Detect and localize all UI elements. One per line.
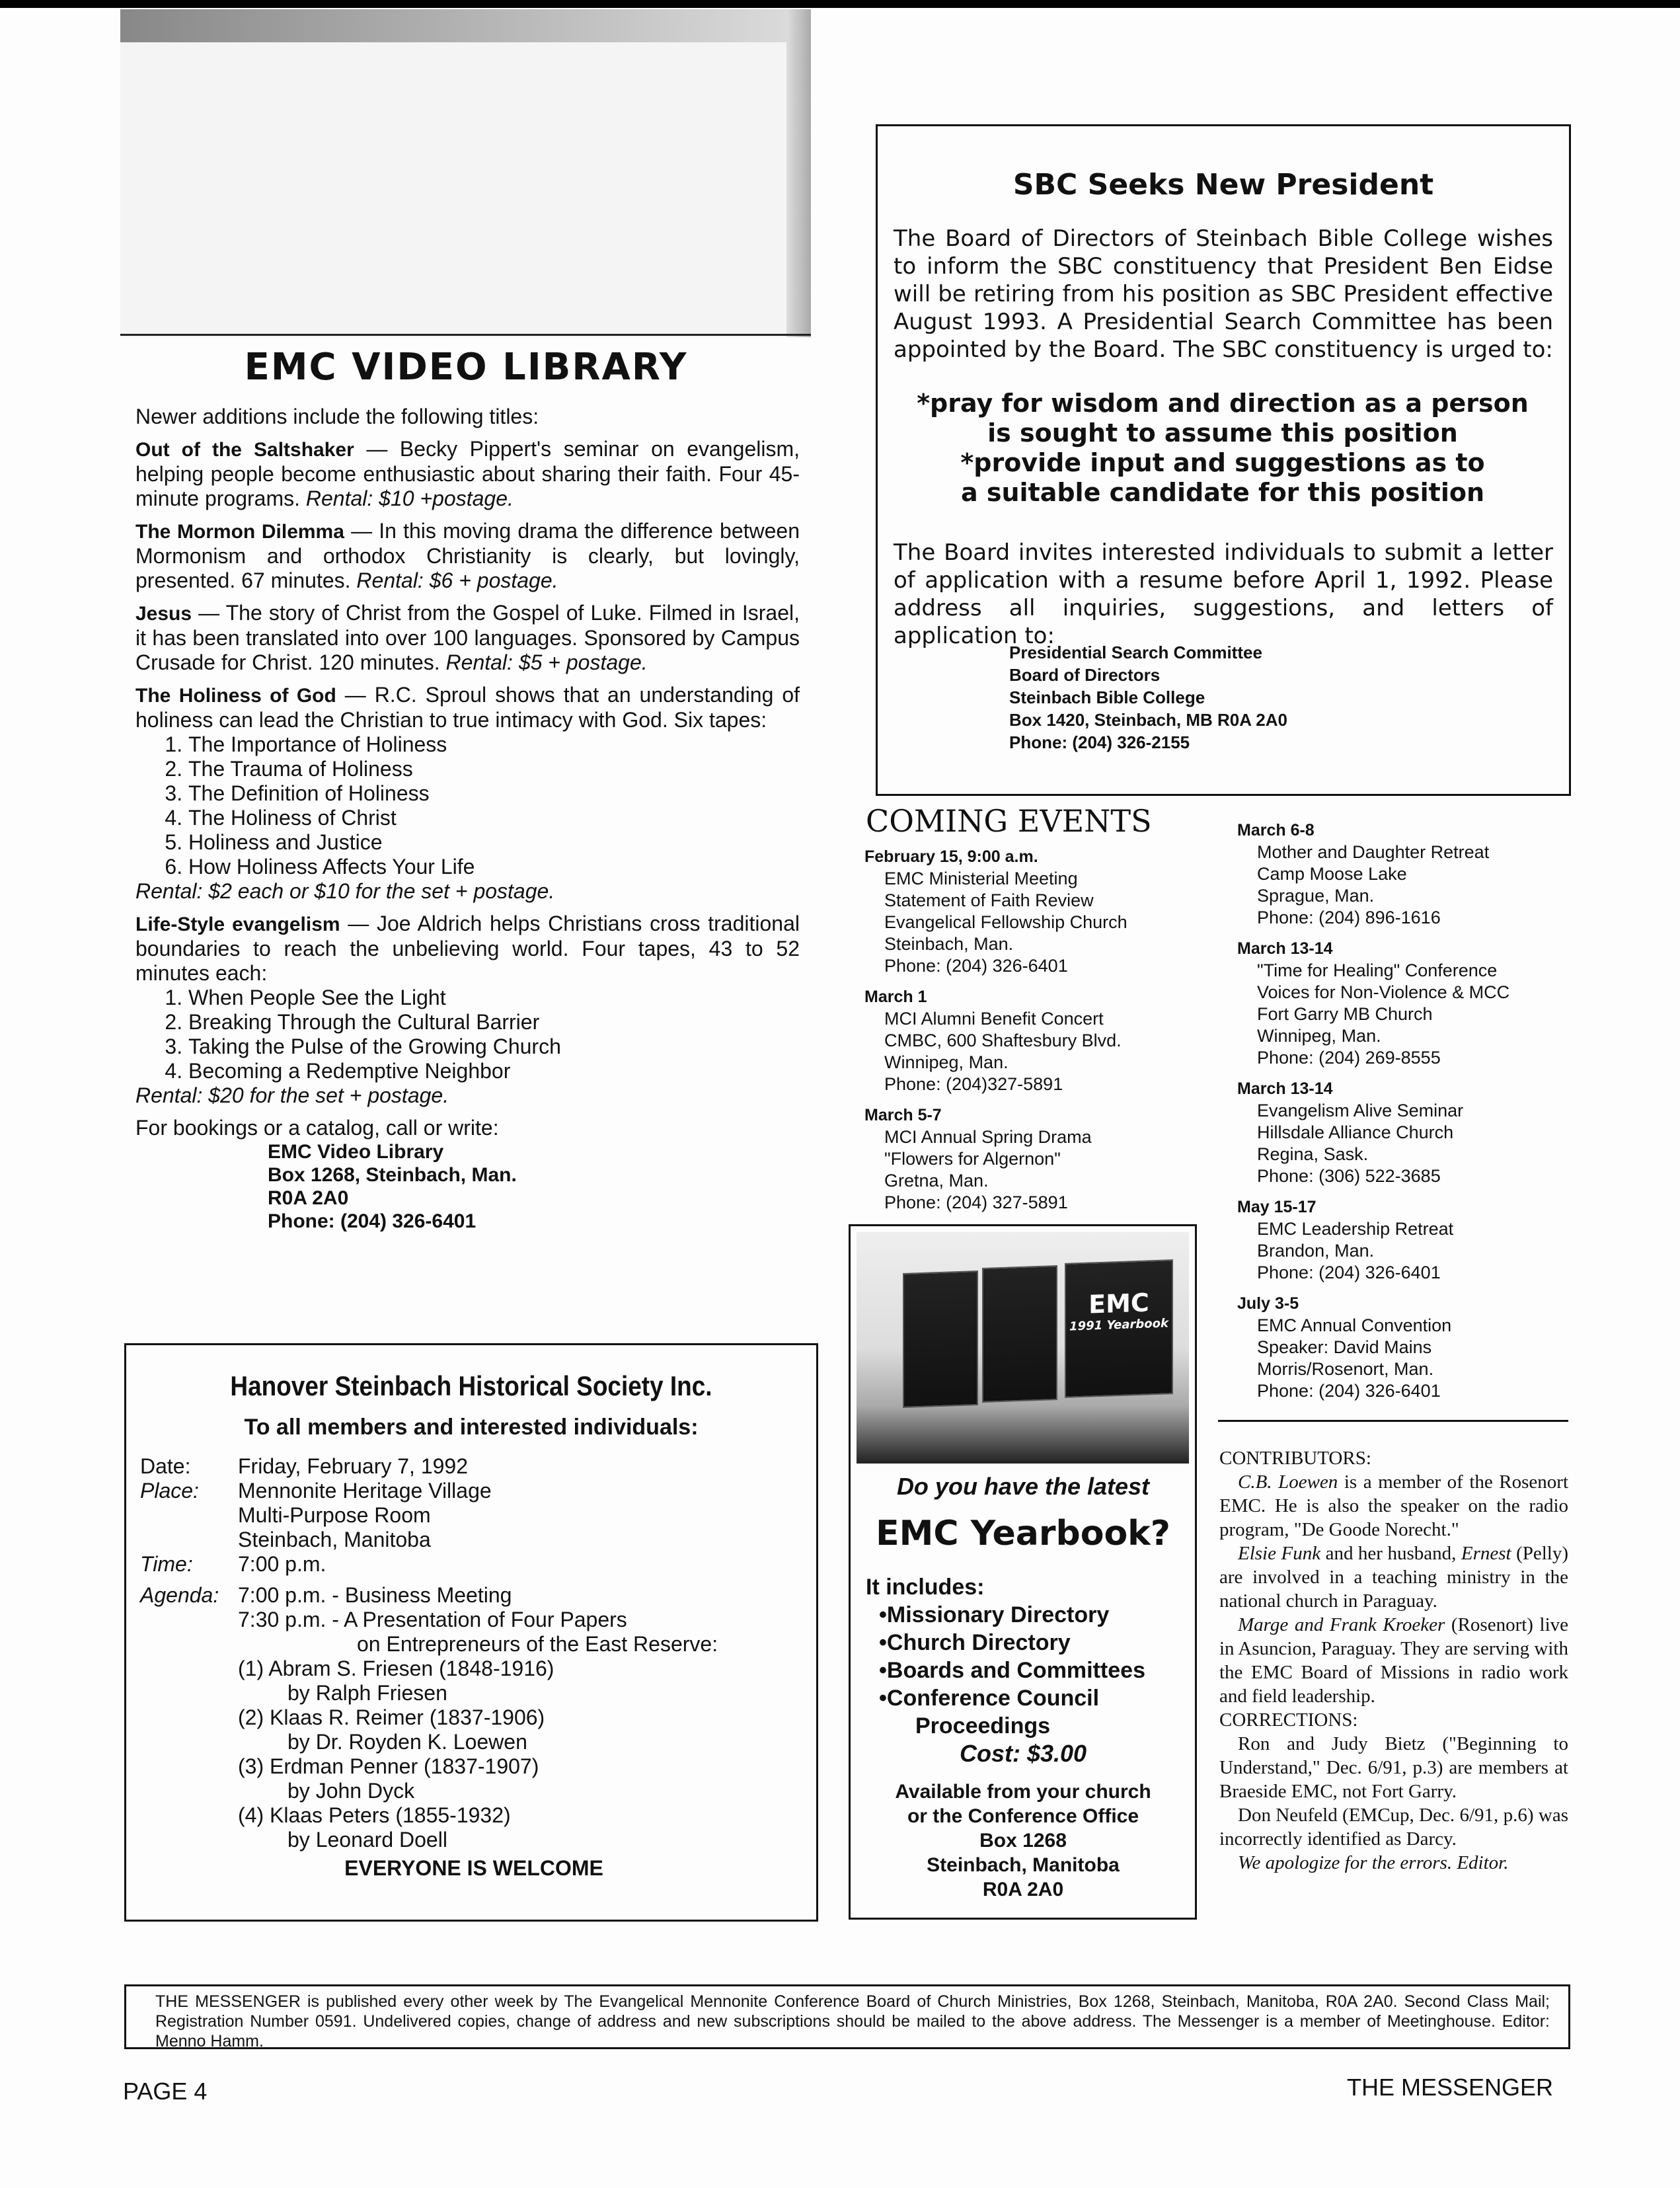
event-item: May 15-17 EMC Leadership Retreat Brandon, Man. Phone: (204) 326-6401	[1237, 1198, 1454, 1282]
sbc-paragraph-2: The Board invites interested individuals to submit a letter of application with a resume before April 1, 1992. Please address all inquiries, suggestions, and letters of application to:	[894, 539, 1553, 649]
video-library-body	[135, 405, 800, 1233]
tape-item: 6. How Holiness Affects Your Life	[188, 855, 800, 879]
video-intro: Newer additions include the following titles:	[135, 405, 539, 428]
lifestyle-tape-list	[135, 986, 800, 1083]
yearbook-book-image	[903, 1270, 978, 1408]
sbc-address: Presidential Search Committee Board of Directors Steinbach Bible College Box 1420, Steinbach, MB R0A 2A0 Phone: (204) 326-2155	[1009, 643, 1287, 752]
blank-photo-area	[120, 9, 811, 337]
event-item: February 15, 9:00 a.m. EMC Ministerial Meeting Statement of Faith Review Evangelical Fellowship Church Steinbach, Man. Phone: (204) 326-6401	[864, 847, 1127, 976]
tape-item: 5. Holiness and Justice	[188, 830, 800, 855]
yearbook-book-image: EMC 1991 Yearbook	[1065, 1259, 1173, 1398]
tape-item: 2. The Trauma of Holiness	[188, 757, 800, 781]
events-right-column	[1237, 820, 1568, 1411]
sbc-paragraph-1: The Board of Directors of Steinbach Bible College wishes to inform the SBC constituency that President Ben Eidse will be retiring from his position as SBC President effective August 1993. A Presidential Search Committee has been appointed by the Board. The SBC constituency is urged to:	[894, 225, 1553, 363]
video-library-address: EMC Video Library Box 1268, Steinbach, Man. R0A 2A0 Phone: (204) 326-6401	[268, 1141, 517, 1232]
tape-item: 2. Breaking Through the Cultural Barrier	[188, 1010, 800, 1035]
video-item-5: Life-Style evangelism — Joe Aldrich helps Christians cross traditional boundaries to reach the unbelieving world. Four tapes, 43 to 52 minutes each: 1. When People See the Light 2. Breaking Through the Cultural Barrier 3. Taking the Pulse of the Growing Church 4. Becoming a Redemptive Neighbor Rental: $20 for the set + postage.	[135, 912, 800, 1108]
hanover-title: Hanover Steinbach Historical Society Inc.	[230, 1370, 712, 1401]
corrections-heading: CORRECTIONS:	[1219, 1709, 1358, 1731]
holiness-tape-list	[135, 732, 800, 879]
event-item: March 13-14 Evangelism Alive Seminar Hillsdale Alliance Church Regina, Sask. Phone: (306) 522-3685	[1237, 1079, 1464, 1186]
contributor-paragraph: Marge and Frank Kroeker (Rosenort) live in Asuncion, Paraguay. They are serving with the EMC Board of Missions in radio work and field leadership.	[1219, 1614, 1569, 1707]
publication-info-text: THE MESSENGER is published every other week by The Evangelical Mennonite Conference Board of Church Ministries, Box 1268, Steinbach, Manitoba, R0A 2A0. Second Class Mail; Registration Number 0591. Undelivered copies, change of address and new subscriptions should be mailed to the above address. The Messenger is a member of Meetinghouse. Editor: Menno Hamm.	[155, 1992, 1550, 2051]
yearbook-book-image	[982, 1265, 1057, 1403]
photo-bottom-rule	[120, 334, 811, 336]
video-item-2: The Mormon Dilemma — In this moving drama the difference between Mormonism and orthodox Christianity is clearly, but lovingly, presented. 67 minutes. Rental: $6 + postage.	[135, 519, 800, 592]
photo-shading	[120, 9, 811, 42]
photo-edge	[786, 9, 811, 337]
event-item: July 3-5 EMC Annual Convention Speaker: David Mains Morris/Rosenort, Man. Phone: (204) 326-6401	[1237, 1294, 1452, 1401]
contributors-section	[1219, 1446, 1568, 1875]
yearbook-cost: Cost: $3.00	[959, 1740, 1087, 1767]
coming-events-title: COMING EVENTS	[866, 803, 1152, 839]
correction-paragraph: Ron and Judy Bietz ("Beginning to Understand," Dec. 6/91, p.3) are members at Braeside EMC, not Fort Garry.	[1219, 1733, 1568, 1802]
booking-text: For bookings or a catalog, call or write:	[135, 1116, 499, 1140]
tape-item: 1. When People See the Light	[188, 986, 800, 1010]
sbc-bullets: *pray for wisdom and direction as a person is sought to assume this position *provide input and suggestions as to a suitable candidate for this position	[917, 389, 1529, 507]
apology-text: We apologize for the errors. Editor.	[1238, 1852, 1509, 1873]
yearbook-availability: Available from your church or the Conference Office Box 1268 Steinbach, Manitoba R0A 2A0	[895, 1781, 1151, 1900]
video-item-1: Out of the Saltshaker — Becky Pippert's seminar on evangelism, helping people become enthusiastic about sharing their faith. Four 45-minute programs. Rental: $10 +postage.	[135, 437, 800, 510]
top-border	[0, 0, 1680, 8]
correction-paragraph: Don Neufeld (EMCup, Dec. 6/91, p.6) was incorrectly identified as Darcy.	[1219, 1805, 1568, 1850]
video-library-title: EMC VIDEO LIBRARY	[244, 346, 688, 389]
video-item-4: The Holiness of God — R.C. Sproul shows that an understanding of holiness can lead the Christian to true intimacy with God. Six tapes: 1. The Importance of Holiness 2. The Trauma of Holiness 3. The Definition of Holiness 4. The Holiness of Christ 5. Holiness and Justice 6. How Holiness Affects Your Life Rental: $2 each or $10 for the set + postage.	[135, 683, 800, 904]
tape-item: 3. Taking the Pulse of the Growing Church	[188, 1035, 800, 1059]
tape-item: 4. The Holiness of Christ	[188, 806, 800, 830]
events-left-column	[864, 846, 1208, 1223]
hanover-details: Date: Friday, February 7, 1992 Place: Mennonite Heritage Village Multi-Purpose Room Steinbach, Manitoba Time: 7:00 p.m. Agenda: 7:00 p.m. - Business Meeting 7:30 p.m. - A Presentation of Four Papers on Entrepreneurs of the East Reserve: (1) Abram S. Friesen (1848-1916) by Ralph Friesen (2) Klaas R. Reimer (1837-1906) by Dr. Royden K. Loewen (3) Erdman Penner (1837-1907) by John Dyck (4) Klaas Peters (1855-1932) by Leonard Doell EVERYONE IS WELCOME	[140, 1454, 808, 1881]
yearbook-question: Do you have the latest	[896, 1473, 1150, 1500]
magazine-name: THE MESSENGER	[1347, 2074, 1554, 2101]
yearbook-includes: It includes: •Missionary Directory •Church Directory •Boards and Committees •Conference Council Proceedings	[866, 1575, 1145, 1739]
yearbook-photo	[857, 1232, 1189, 1464]
contributor-paragraph: Elsie Funk and her husband, Ernest (Pelly) are involved in a teaching ministry in the national church in Paraguay.	[1219, 1543, 1568, 1612]
yearbook-heading: EMC Yearbook?	[876, 1514, 1170, 1553]
contributors-heading: CONTRIBUTORS:	[1219, 1448, 1371, 1469]
video-item-3: Jesus — The story of Christ from the Gospel of Luke. Filmed in Israel, it has been translated into over 100 languages. Sponsored by Campus Crusade for Christ. 120 minutes. Rental: $5 + postage.	[135, 601, 800, 674]
contributors-rule	[1218, 1420, 1568, 1422]
contributor-paragraph: C.B. Loewen is a member of the Rosenort EMC. He is also the speaker on the radio program, "De Goode Norecht."	[1219, 1471, 1569, 1540]
event-item: March 5-7 MCI Annual Spring Drama "Flowers for Algernon" Gretna, Man. Phone: (204) 327-5891	[864, 1106, 1092, 1212]
tape-item: 1. The Importance of Holiness	[188, 732, 800, 757]
sbc-title: SBC Seeks New President	[1012, 168, 1434, 202]
event-item: March 13-14 "Time for Healing" Conference Voices for Non-Violence & MCC Fort Garry MB Church Winnipeg, Man. Phone: (204) 269-8555	[1237, 939, 1510, 1068]
welcome-text: EVERYONE IS WELCOME	[344, 1856, 603, 1880]
event-item: March 1 MCI Alumni Benefit Concert CMBC, 600 Shaftesbury Blvd. Winnipeg, Man. Phone: (204)327-5891	[864, 988, 1122, 1094]
page-number: PAGE 4	[123, 2078, 208, 2105]
hanover-subtitle: To all members and interested individuals:	[244, 1415, 699, 1440]
event-item: March 6-8 Mother and Daughter Retreat Camp Moose Lake Sprague, Man. Phone: (204) 896-1616	[1237, 821, 1490, 927]
tape-item: 3. The Definition of Holiness	[188, 781, 800, 806]
tape-item: 4. Becoming a Redemptive Neighbor	[188, 1059, 800, 1083]
